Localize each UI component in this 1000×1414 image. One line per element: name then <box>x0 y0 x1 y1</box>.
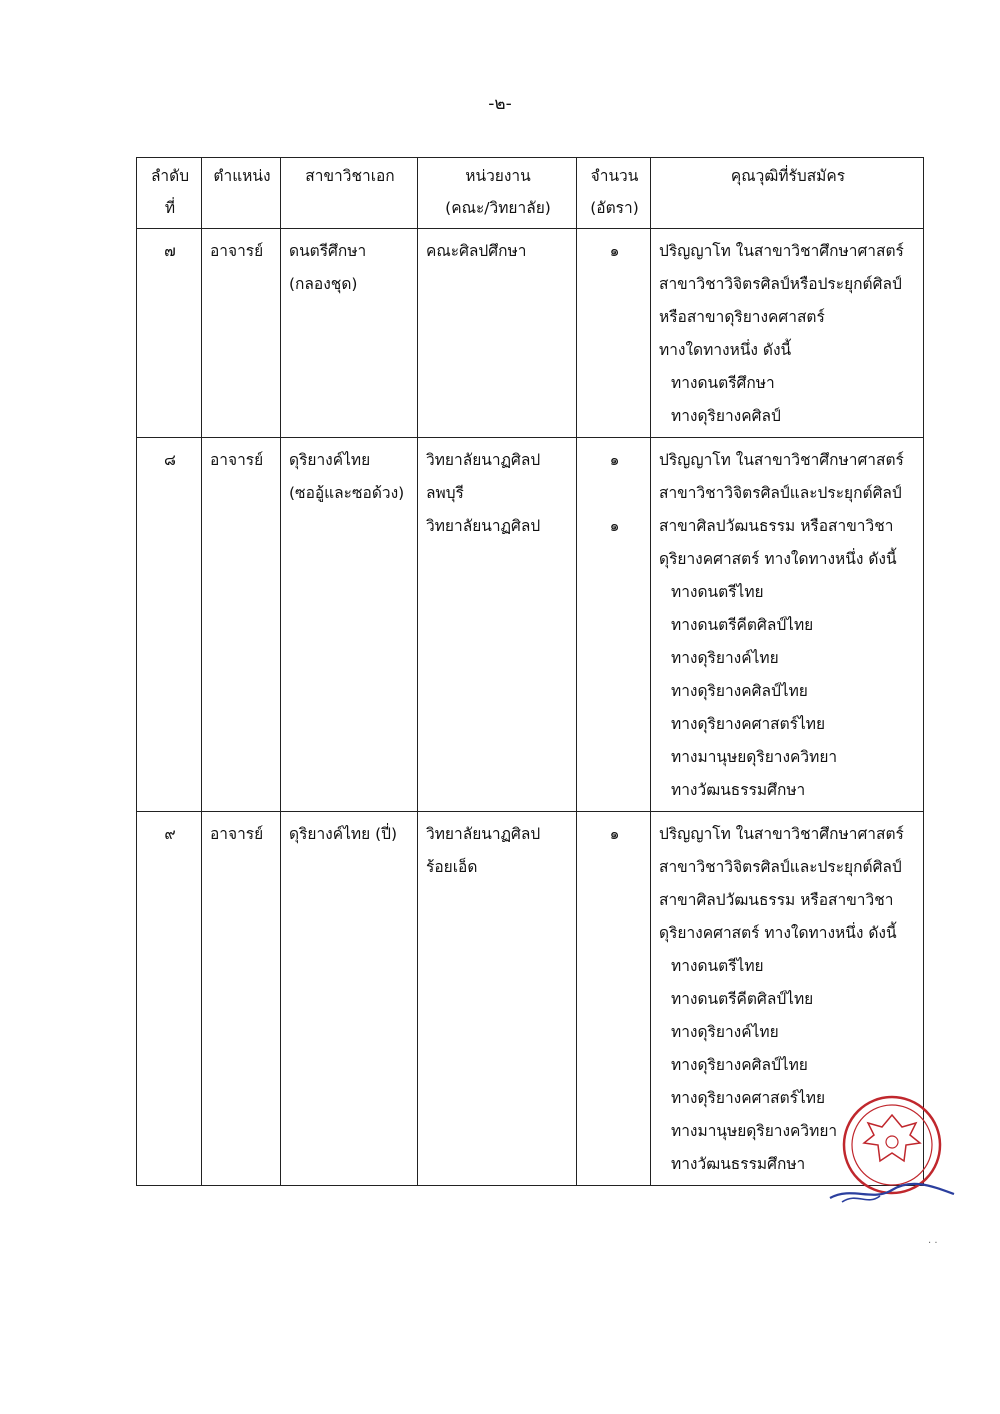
garuda-seal-icon <box>822 1090 962 1210</box>
qualification-sub-line: ทางดุริยางคศิลป์ไทย <box>671 1056 808 1074</box>
count-line: ๑ <box>609 242 620 260</box>
count-line <box>585 477 644 510</box>
major-line: ดุริยางค์ไทย (ปี่) <box>289 825 398 843</box>
position-cell: อาจารย์ <box>202 229 281 438</box>
qualification-line: ดุริยางคศาสตร์ ทางใดทางหนึ่ง ดังนี้ <box>659 550 897 568</box>
qualification-line: สาขาศิลปวัฒนธรรม หรือสาขาวิชา <box>659 891 894 909</box>
qualification-line: สาขาวิชาวิจิตรศิลป์หรือประยุกต์ศิลป์ <box>659 275 902 293</box>
header-count <box>577 158 651 229</box>
header-unit-line1: หน่วยงาน <box>465 167 531 185</box>
qualification-sub-line: ทางมานุษยดุริยางควิทยา <box>671 748 838 766</box>
qualification-line: ดุริยางคศาสตร์ ทางใดทางหนึ่ง ดังนี้ <box>659 924 897 942</box>
count-line: ๑ <box>609 451 620 469</box>
qualification-sub-line: ทางดุริยางค์ไทย <box>671 1023 779 1041</box>
qualification-sub-line: ทางวัฒนธรรมศึกษา <box>671 1155 806 1173</box>
table-body <box>137 229 924 1186</box>
unit-line: ร้อยเอ็ด <box>426 858 478 876</box>
table-header-row <box>137 158 924 229</box>
count-line: ๑ <box>609 825 620 843</box>
header-count-line2: (อัตรา) <box>590 199 639 217</box>
qualification-sub-line: ทางดนตรีคีตศิลป์ไทย <box>671 990 814 1008</box>
header-unit <box>418 158 577 229</box>
unit-cell <box>418 229 577 438</box>
qualification-sub-line: ทางดนตรีศึกษา <box>671 374 775 392</box>
major-line: ดนตรีศึกษา <box>289 242 367 260</box>
qualification-line: ปริญญาโท ในสาขาวิชาศึกษาศาสตร์ <box>659 242 904 260</box>
unit-line: วิทยาลัยนาฏศิลป <box>426 451 541 469</box>
major-line: (กลองชุด) <box>289 275 358 293</box>
unit-line: วิทยาลัยนาฏศิลป <box>426 825 541 843</box>
qualification-line: ปริญญาโท ในสาขาวิชาศึกษาศาสตร์ <box>659 451 904 469</box>
qualification-sub-line: ทางดุริยางคศิลป์ <box>671 407 781 425</box>
positions-table <box>136 157 924 1186</box>
qualification-cell <box>651 229 924 438</box>
header-major: สาขาวิชาเอก <box>281 158 418 229</box>
table-row <box>137 229 924 438</box>
qualification-sub-line: ทางดุริยางคศาสตร์ไทย <box>671 1089 826 1107</box>
qualification-sub-line: ทางดนตรีไทย <box>671 957 764 975</box>
scan-speck: · · <box>928 1238 938 1249</box>
row-number-cell: ๙ <box>137 812 202 1186</box>
major-cell <box>281 812 418 1186</box>
header-unit-line2: (คณะ/วิทยาลัย) <box>445 199 551 217</box>
unit-line: ลพบุรี <box>426 484 464 502</box>
major-cell <box>281 438 418 812</box>
count-cell <box>577 812 651 1186</box>
header-no-line2: ที่ <box>164 199 176 217</box>
page-number: -๒- <box>488 94 512 114</box>
major-line: ดุริยางค์ไทย <box>289 451 371 469</box>
unit-cell <box>418 438 577 812</box>
unit-line: คณะศิลปศึกษา <box>426 242 527 260</box>
count-line: ๑ <box>609 517 620 535</box>
qualification-sub-line: ทางมานุษยดุริยางควิทยา <box>671 1122 838 1140</box>
unit-cell <box>418 812 577 1186</box>
header-position: ตำแหน่ง <box>202 158 281 229</box>
header-no <box>137 158 202 229</box>
qualification-line: หรือสาขาดุริยางคศาสตร์ <box>659 308 825 326</box>
position-cell: อาจารย์ <box>202 438 281 812</box>
qualification-sub-line: ทางดุริยางคศิลป์ไทย <box>671 682 808 700</box>
qualification-sub-line: ทางดุริยางค์ไทย <box>671 649 779 667</box>
qualification-line: สาขาวิชาวิจิตรศิลป์และประยุกต์ศิลป์ <box>659 858 902 876</box>
header-count-line1: จำนวน <box>590 167 639 185</box>
unit-line: วิทยาลัยนาฏศิลป <box>426 517 541 535</box>
table-row <box>137 812 924 1186</box>
qualification-sub-line: ทางดนตรีไทย <box>671 583 764 601</box>
count-cell <box>577 229 651 438</box>
header-qualification: คุณวุฒิที่รับสมัคร <box>651 158 924 229</box>
row-number-cell: ๗ <box>137 229 202 438</box>
position-cell: อาจารย์ <box>202 812 281 1186</box>
header-no-line1: ลำดับ <box>150 167 190 185</box>
qualification-sub-line: ทางดนตรีคีตศิลป์ไทย <box>671 616 814 634</box>
qualification-cell <box>651 438 924 812</box>
table-row <box>137 438 924 812</box>
major-line: (ซออู้และซอด้วง) <box>289 484 405 502</box>
qualification-sub-line: ทางวัฒนธรรมศึกษา <box>671 781 806 799</box>
row-number-cell: ๘ <box>137 438 202 812</box>
qualification-sub-line: ทางดุริยางคศาสตร์ไทย <box>671 715 826 733</box>
qualification-line: สาขาวิชาวิจิตรศิลป์และประยุกต์ศิลป์ <box>659 484 902 502</box>
qualification-line: ทางใดทางหนึ่ง ดังนี้ <box>659 341 792 359</box>
major-cell <box>281 229 418 438</box>
qualification-line: สาขาศิลปวัฒนธรรม หรือสาขาวิชา <box>659 517 894 535</box>
qualification-line: ปริญญาโท ในสาขาวิชาศึกษาศาสตร์ <box>659 825 904 843</box>
count-cell <box>577 438 651 812</box>
